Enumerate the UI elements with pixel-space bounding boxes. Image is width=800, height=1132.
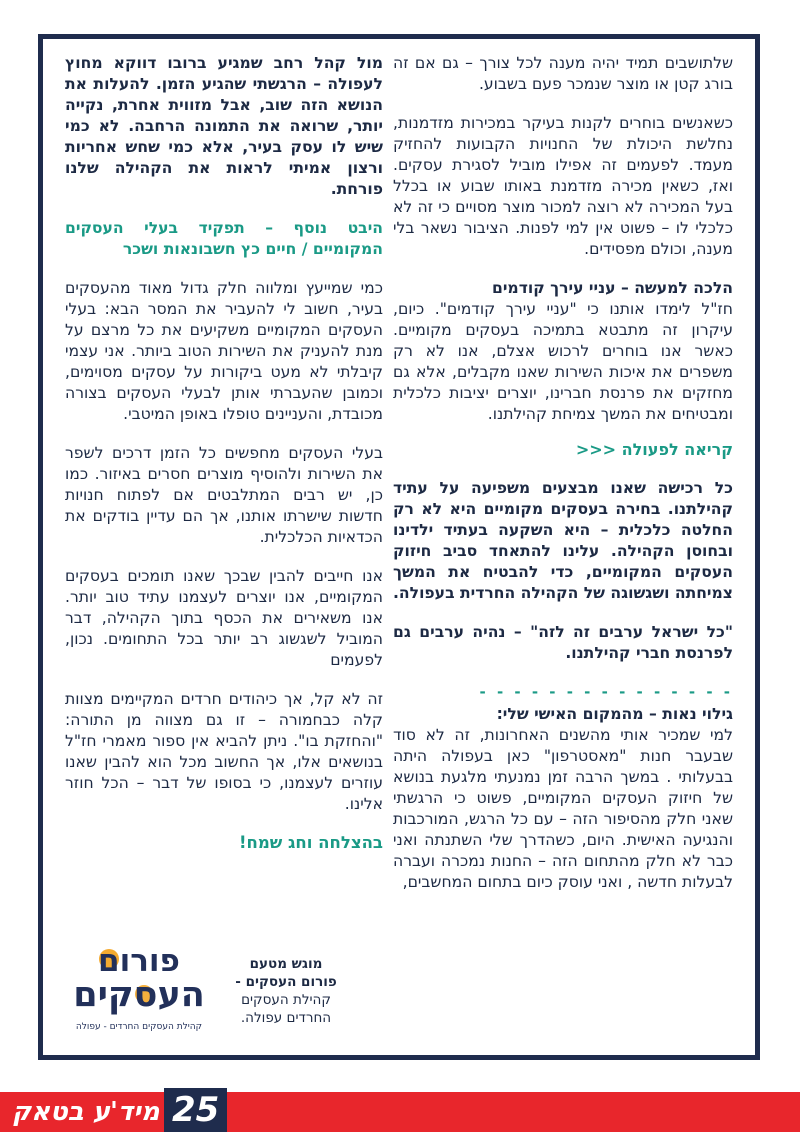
sponsor-line: קהילת העסקים [241,992,331,1008]
sponsor-block [65,945,383,1045]
right-column [393,53,733,911]
paragraph: זה לא קל, אך כיהודים חרדים המקיימים מצוות קלה כבחמורה – זו גם מצווה מן התורה: "והחזקת בו". ניתן להביא אין ספור מאמרי חז"ל בנושאים אלו, אך החשוב מכל הוא להבין שאנו עוזרים לעצמנו, כי בסופו של דבר – הכל חוזר אלינו. [65,690,383,813]
paragraph: אנו חייבים להבין שבכך שאנו תומכים בעסקים המקומיים, אנו יוצרים לעצמנו עתיד טוב יותר. אנו משאירים את הכסף בתוך הקהילה, דבר המוביל לשגשוג רב יותר בכל התחומים. נכון, לפעמים [65,567,383,669]
paragraph: למי שמכיר אותי מהשנים האחרונות, זה לא סוד שבעבר חנות "מאסטרפון" כאן בעפולה היתה בבעלותי . במשך הרבה זמן נמנעתי מלגעת בנושא של חיזוק העסקים המקומיים, פשוט כי הרגשתי שאני חלק מהסיפור הזה – עם כל הרגש, המורכבות והנגיעה האישית. היום, כשהדרך שלי השתנתה ואני כבר לא חלק מהתחום הזה – החנות נמכרה ועברה לבעלות חדשה , ואני עוסק כיום בתחום המחשבים, [393,726,733,891]
sponsor-line: פורום העסקים - [235,974,337,990]
paragraph: כשאנשים בוחרים לקנות בעיקר במכירות מזדמנות, נחלשת היכולת של החנויות הקבועות להחזיק מעמד. לפעמים זה אפילו מוביל לסגירת עסקים. ואז, כשאין מכירה מזדמנת באותו שבוע או בכלל בעל המכירה לא רוצה למכור מוצר מסויים כי זה לא כלכלי לו – פשוט אין למי לפנות. הציבור נשאר בלי מענה, וכולם מפסידים. [393,114,733,258]
dash-divider: - - - - - - - - - - - - - - - [479,683,733,701]
logo-line: העסקים [73,975,205,1015]
paragraph: שלתושבים תמיד יהיה מענה לכל צורך – גם אם זה בורג קטן או מוצר שנמכר פעם בשבוע. [393,54,733,93]
left-column [65,53,383,852]
closing-greeting: בהצלחה וחג שמח! [239,833,383,852]
publication-brand: מיד'ע בטאק [12,1097,160,1127]
article-frame [38,34,760,1060]
bold-paragraph: כל רכישה שאנו מבצעים משפיעה על עתיד קהילתנו. בחירה בעסקים מקומיים היא לא רק החלטה כלכלית – היא השקעה בעתיד ילדינו ובחוסן הקהילה. עלינו להתאחד סביב חיזוק העסקים המקומיים, כדי להבטיח את המשך צמיחתה ושגשוגה של הקהילה החרדית בעפולה. [393,479,733,602]
disclosure-heading: גילוי נאות – מהמקום האישי שלי: [496,705,733,723]
paragraph: בעלי העסקים מחפשים כל הזמן דרכים לשפר את השירות ולהוסיף מוצרים חסרים באיזור. כמו כן, יש רבים המתלבטים אם לפתוח חנויות חדשות שישרתו אותנו, אך הם עדיין בודקים את הכדאיות הכלכלית. [65,444,383,546]
logo-tagline: קהילת העסקים החרדים - עפולה [75,1022,203,1032]
paragraph: חז"ל לימדו אותנו כי "עניי עירך קודמים". כיום, עיקרון זה מתבטא בתמיכה בעסקים מקומיים. כאשר אנו בוחרים לרכוש אצלם, אנו לא רק משפרים את איכות השירות שאנו מקבלים, אלא גם מחזקים את פרנסת חברינו, יוצרים יציבות כלכלית ומבטיחים את המשך צמיחת קהילתנו. [393,300,733,423]
section-heading: הלכה למעשה – עניי עירך קודמים [491,279,733,297]
sponsor-line: מוגש מטעם [249,956,323,972]
bold-quote: "כל ישראל ערבים זה לזה" – נהיה ערבים גם לפרנסת חברי קהילתנו. [393,623,733,662]
bold-paragraph: מול קהל רחב שמגיע ברובו דווקא מחוץ לעפולה – הרגשתי שהגיע הזמן. להעלות את הנושא הזה שוב, אבל מזווית אחרת, נקייה יותר, שרואה את התמונה הרחבה. לא כמי שיש לו עסק בעיר, אלא כמי שחש אחריות ורצון אמיתי לראות את הקהילה שלנו פורחת. [65,54,383,198]
page-number: 25 [164,1088,227,1132]
call-to-action-heading: קריאה לפעולה <<< [575,440,733,459]
disclosure-block [393,704,733,893]
page-footer [0,1092,800,1132]
paragraph: כמי שמייעץ ומלווה חלק גדול מאוד מהעסקים בעיר, חשוב לי להעביר את המסר הבא: בעלי העסקים המקומיים משקיעים את כל מרצם על מנת להעניק את השירות הטוב ביותר. אני עצמי קיבלתי לא מעט ביקורות על עסקים מסוימים, וכמובן שהעברתי אותן לבעלי העסקים בצורה מכובדת, והעניינים טופלו באופן המיטבי. [65,279,383,423]
section-heading: היבט נוסף – תפקיד בעלי העסקים המקומיים / חיים כץ חשבונאות ושכר [65,219,383,258]
forum-logo [65,945,213,1045]
section-block [393,278,733,425]
sponsor-text [211,955,361,1027]
logo-line: פורום [98,943,180,979]
sponsor-line: החרדים עפולה. [240,1010,332,1026]
